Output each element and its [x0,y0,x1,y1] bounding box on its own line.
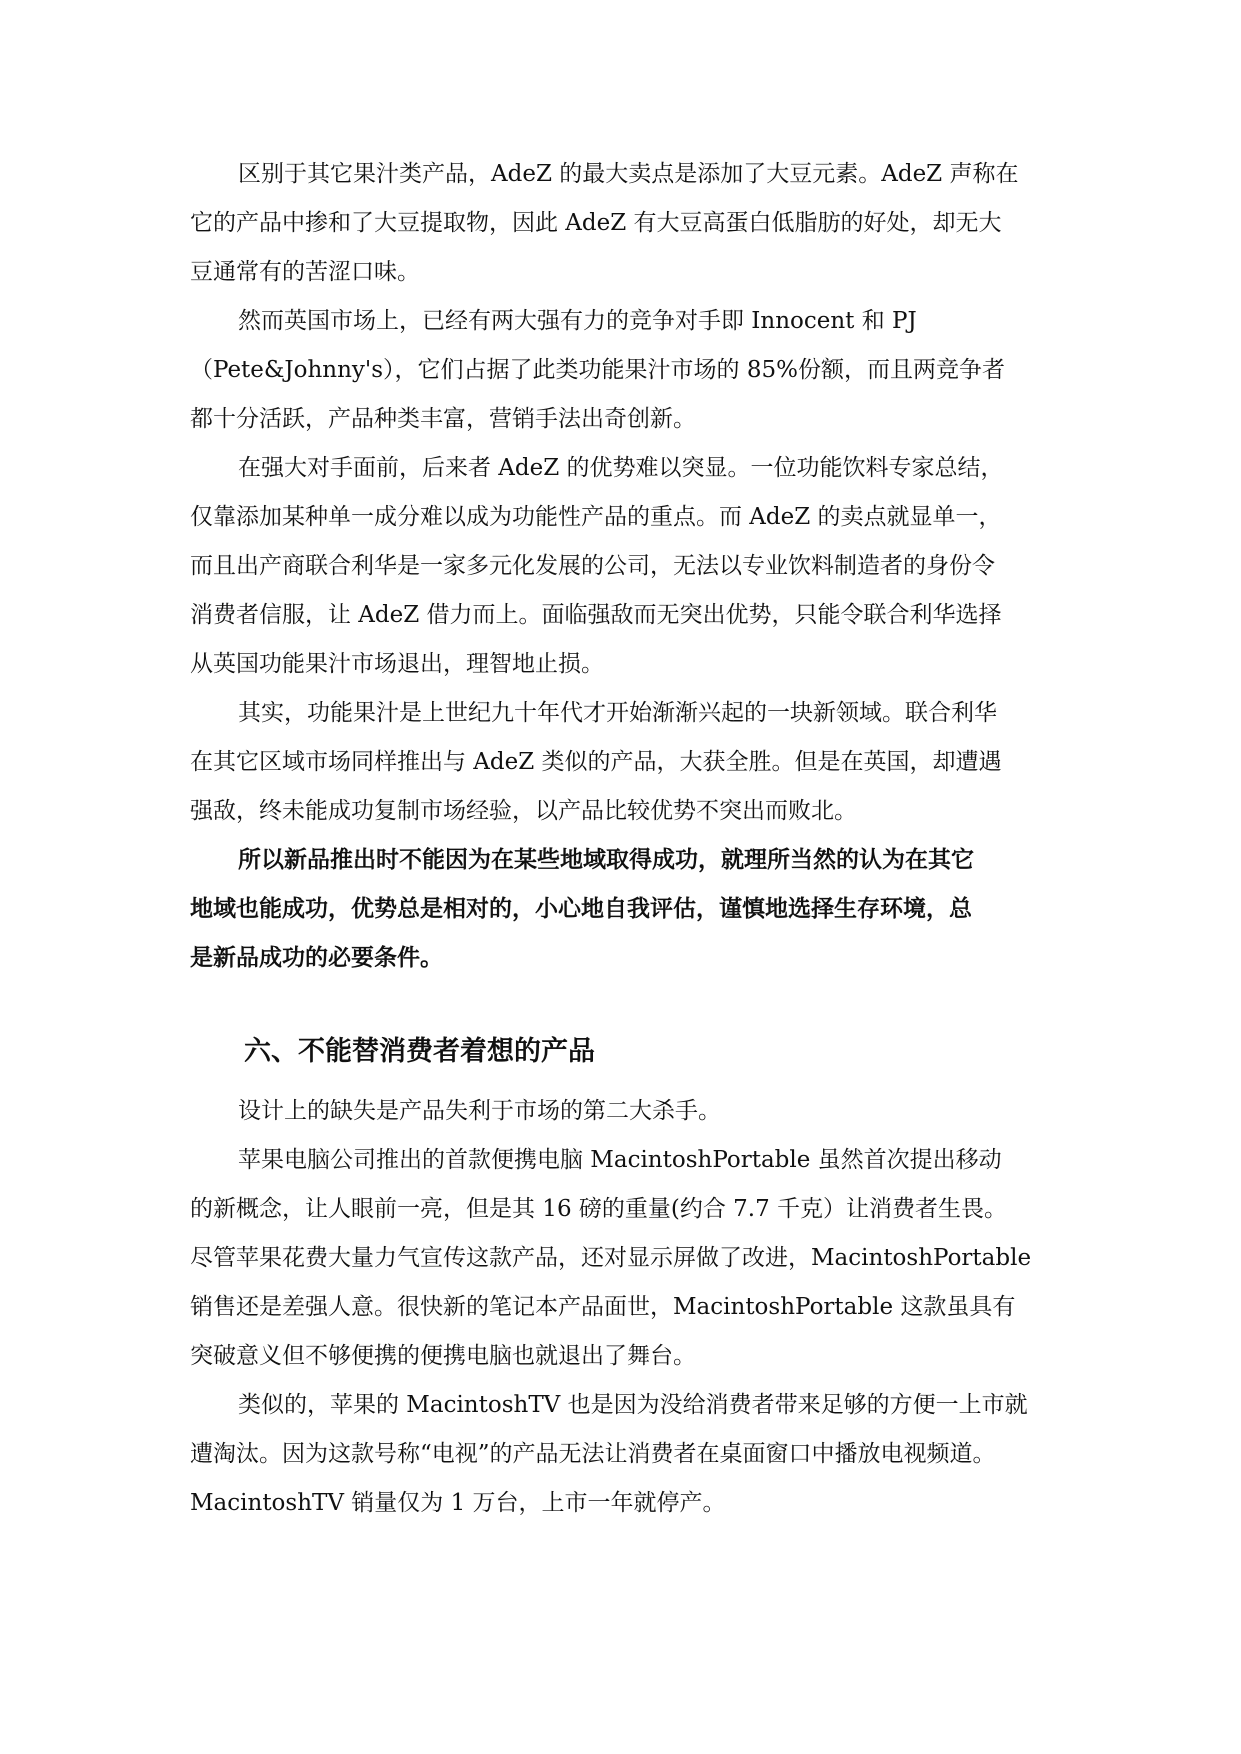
text-line: 消费者信服，让 AdeZ 借力而上。面临强敌而无突出优势，只能令联合利华选择 [190,602,1002,628]
text-line: 所以新品推出时不能因为在某些地域取得成功，就理所当然的认为在其它 [238,847,974,873]
text-line: 它的产品中掺和了大豆提取物，因此 AdeZ 有大豆高蛋白低脂肪的好处，却无大 [190,210,1002,236]
text-line: 是新品成功的必要条件。 [190,945,443,971]
paragraph-conclusion [190,836,1070,983]
text-line: 而且出产商联合利华是一家多元化发展的公司，无法以专业饮料制造者的身份令 [190,553,995,579]
text-line: 仅靠添加某种单一成分难以成为功能性产品的重点。而 AdeZ 的卖点就显单一， [190,504,1002,530]
text-line: （Pete&Johnny's），它们占据了此类功能果汁市场的 85%份额，而且两竞争者 [190,357,1005,383]
text-line: 的新概念，让人眼前一亮，但是其 16 磅的重量(约合 7.7 千克）让消费者生畏。 [190,1196,1008,1222]
paragraph-macintosh-tv [190,1381,1070,1528]
text-line: 类似的，苹果的 MacintoshTV 也是因为没给消费者带来足够的方便一上市就 [238,1392,1028,1418]
text-line: 突破意义但不够便携的便携电脑也就退出了舞台。 [190,1343,696,1369]
text-line: 强敌，终未能成功复制市场经验，以产品比较优势不突出而败北。 [190,798,857,824]
text-line: 尽管苹果花费大量力气宣传这款产品，还对显示屏做了改进，MacintoshPortable [190,1245,1032,1271]
text-line: MacintoshTV 销量仅为 1 万台，上市一年就停产。 [190,1490,726,1516]
paragraph-adez-soy [190,150,1070,297]
paragraph-weak-advantage [190,444,1070,689]
text-line: 然而英国市场上，已经有两大强有力的竞争对手即 Innocent 和 PJ [238,308,917,334]
paragraph-macintosh-portable [190,1136,1070,1381]
section-heading: 六、不能替消费者着想的产品 [244,1036,595,1067]
text-line: 在强大对手面前，后来者 AdeZ 的优势难以突显。一位功能饮料专家总结， [238,455,1004,481]
text-line: 都十分活跃，产品种类丰富，营销手法出奇创新。 [190,406,696,432]
text-line: 区别于其它果汁类产品，AdeZ 的最大卖点是添加了大豆元素。AdeZ 声称在 [238,161,1019,187]
paragraph-uk-competitors [190,297,1070,444]
text-line: 在其它区域市场同样推出与 AdeZ 类似的产品，大获全胜。但是在英国，却遭遇 [190,749,1002,775]
text-line: 设计上的缺失是产品失利于市场的第二大杀手。 [238,1098,721,1124]
paragraph-functional-juice [190,689,1070,836]
text-line: 从英国功能果汁市场退出，理智地止损。 [190,651,604,677]
text-line: 地域也能成功，优势总是相对的，小心地自我评估，谨慎地选择生存环境，总 [190,896,972,922]
paragraph-design-flaw [190,1087,1070,1136]
text-line: 豆通常有的苦涩口味。 [190,259,420,285]
text-line: 苹果电脑公司推出的首款便携电脑 MacintoshPortable 虽然首次提出移动 [238,1147,1002,1173]
text-line: 其实，功能果汁是上世纪九十年代才开始渐渐兴起的一块新领域。联合利华 [238,700,997,726]
text-line: 遭淘汰。因为这款号称“电视”的产品无法让消费者在桌面窗口中播放电视频道。 [190,1441,996,1467]
text-line: 销售还是差强人意。很快新的笔记本产品面世，MacintoshPortable 这款虽具有 [190,1294,1016,1320]
